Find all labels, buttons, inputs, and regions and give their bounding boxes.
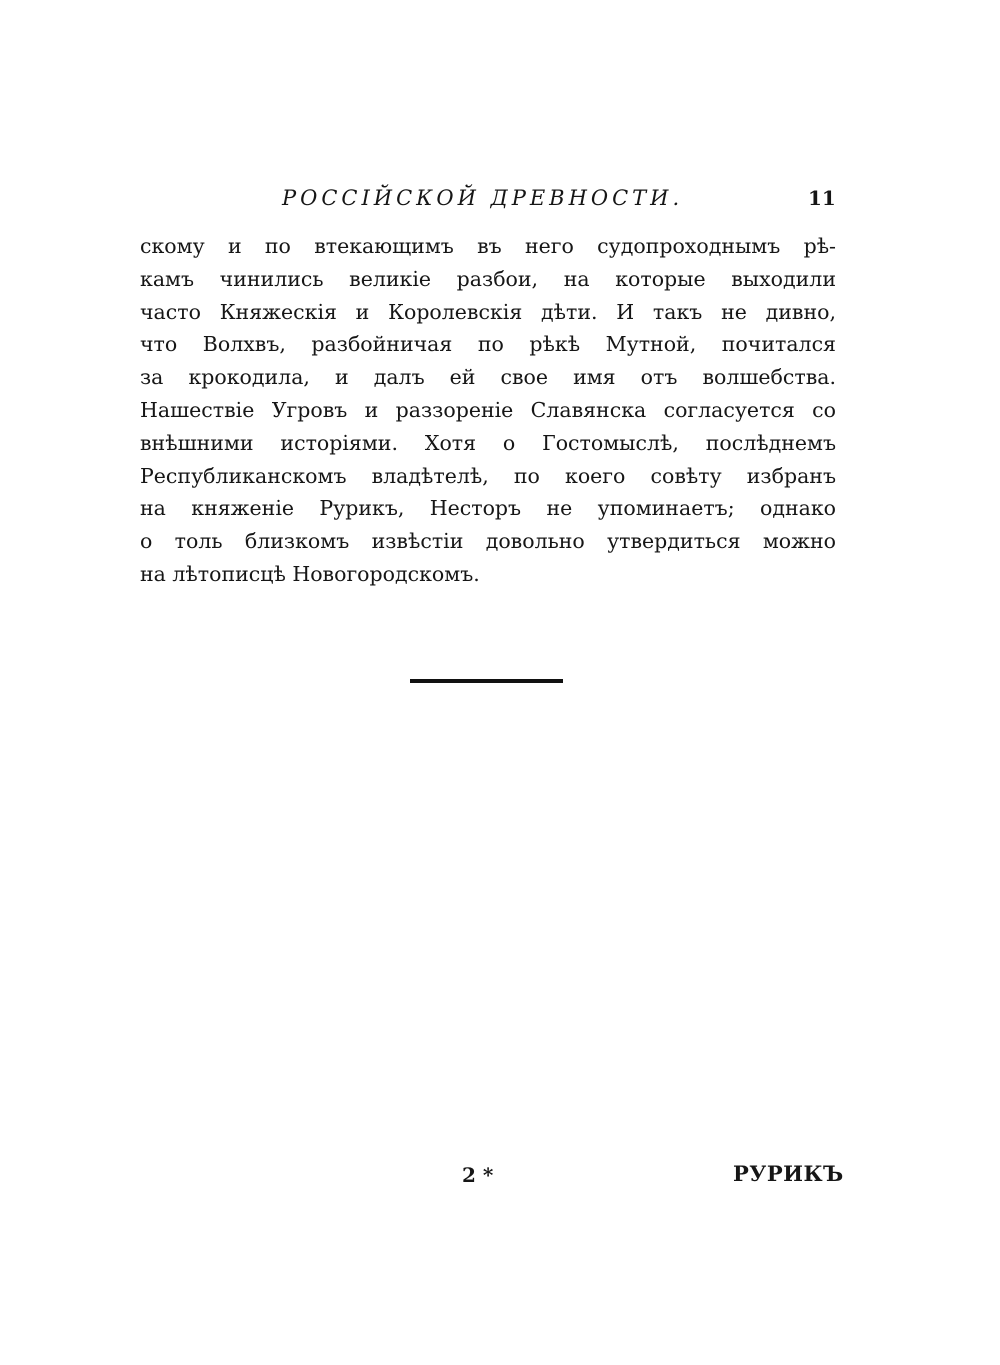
catchword: РУРИКЪ bbox=[733, 1161, 844, 1186]
section-divider-rule bbox=[410, 679, 563, 683]
signature-mark: 2 * bbox=[462, 1163, 494, 1187]
text-line: часто Княжескія и Королевскія дѣти. И такъ не дивно, bbox=[140, 299, 836, 324]
text-line: на лѣтописцѣ Новогородскомъ. bbox=[140, 561, 480, 586]
text-line: Республиканскомъ владѣтелѣ, по коего совѣту избранъ bbox=[140, 463, 836, 488]
text-line: за крокодила, и далъ ей свое имя отъ волшебства. bbox=[140, 365, 836, 390]
text-line: скому и по втекающимъ въ него судопроходнымъ рѣ- bbox=[140, 234, 836, 258]
text-line: что Волхвъ, разбойничая по рѣкѣ Мутной, почитался bbox=[140, 332, 836, 357]
body-text bbox=[140, 230, 836, 591]
text-line: о толь близкомъ извѣстіи довольно утвердиться можно bbox=[140, 529, 836, 554]
page-number: 11 bbox=[808, 186, 836, 210]
text-line: на княженіе Рурикъ, Несторъ не упоминаетъ; однако bbox=[140, 496, 836, 521]
text-line: камъ чинились великіе разбои, на которые выходили bbox=[140, 266, 836, 291]
text-line: внѣшними исторіями. Хотя о Гостомыслѣ, послѣднемъ bbox=[140, 430, 836, 455]
running-title: РОССІЙСКОЙ ДРЕВНОСТИ. bbox=[282, 186, 684, 210]
text-line: Нашествіе Угровъ и раззореніе Славянска согласуется со bbox=[140, 397, 836, 422]
